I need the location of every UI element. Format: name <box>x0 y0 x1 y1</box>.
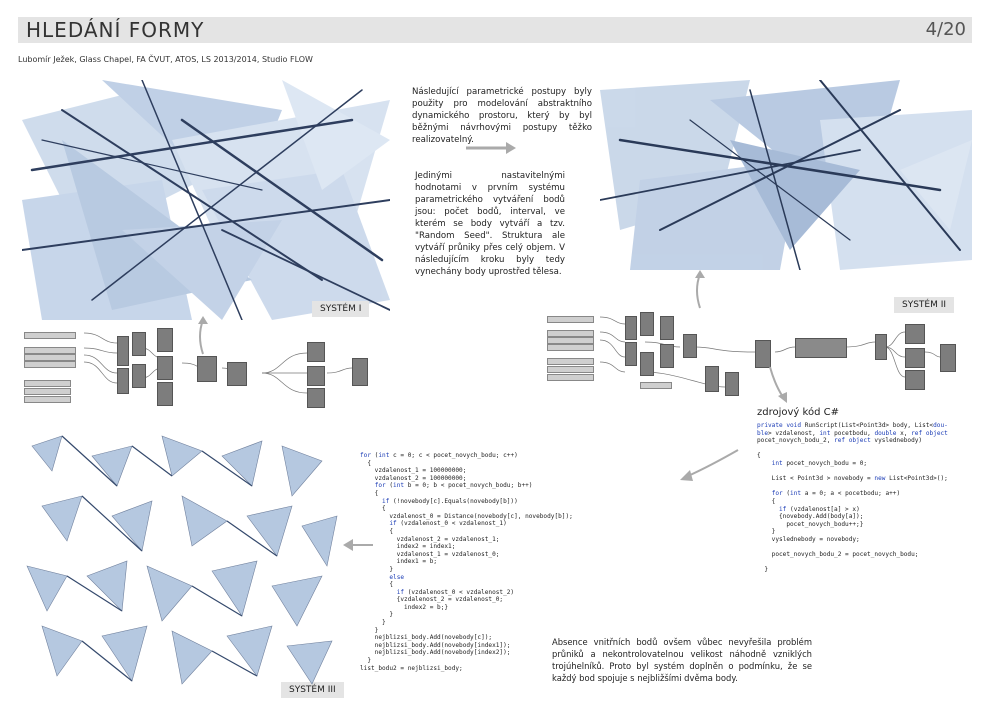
intro-paragraph: Následující parametrické postupy byly použity pro modelování abstraktního dynamického prostoru, který by byl běžnými návrhovými postupy těžko realizovatelný. <box>412 87 592 145</box>
source-code-heading: zdrojový kód C# <box>757 407 839 418</box>
up-arrow-icon <box>690 270 710 310</box>
label-system-2: SYSTÉM II <box>894 297 954 313</box>
label-system-1: SYSTÉM I <box>312 301 369 317</box>
render-system-1 <box>22 80 390 320</box>
bottom-paragraph: Absence vnitřních bodů ovšem vůbec nevyřešila problém průniků a nekontrolovatelnou velikost náhodně vzniklých trojúhelníků. Proto byl systém doplněn o podmínku, že se každý bod spojuje s nejbližšími dvěma body. <box>552 637 812 683</box>
up-arrow-icon-2 <box>193 316 213 356</box>
subtitle: Lubomír Ježek, Glass Chapel, FA ČVUT, ATOS, LS 2013/2014, Studio FLOW <box>18 55 313 64</box>
left-arrow-icon-2 <box>343 535 373 555</box>
right-arrow-icon <box>466 140 516 156</box>
down-arrow-icon <box>765 365 795 405</box>
page-title: HLEDÁNÍ FORMY <box>26 18 205 42</box>
header-bar <box>18 17 972 43</box>
left-arrow-icon <box>680 448 740 482</box>
render-system-3 <box>22 426 340 688</box>
system-1-paragraph: Jedinými nastavitelnými hodnotami v prvním systému parametrického vytváření bodů jsou: počet bodů, interval, ve kterém se body vytváří a tzv. "Random Seed". Struktura ale vytváří průniky přes celý objem. V následujícím kroku byly tedy vynechány body uprostřed tělesa. <box>415 171 565 277</box>
page-number: 4/20 <box>925 19 966 40</box>
render-system-2 <box>600 80 972 270</box>
code-block-right: private void RunScript(List<Point3d> body, List<dou- ble> vzdalenost, int pocetbodu, double x, ref object pocet_novych_bodu_2, ref object vyslednebody) { int pocet_novych_bodu = 0; List < Point3d > novebody = new List<Point3d>(); for (int a = 0; a < pocetbodu; a++) { if (vzdalenost[a] > x) {novebody.Add(body[a]); pocet_novych_bodu++;} } vyslednebody = novebody; pocet_novych_bodu_2 = pocet_novych_bodu; } <box>757 422 948 574</box>
label-system-3: SYSTÉM III <box>281 682 344 698</box>
code-block-middle: for (int c = 0; c < pocet_novych_bodu; c++) { vzdalenost_1 = 100000000; vzdalenost_2 = 100000000; for (int b = 0; b < pocet_novych_bodu; b++) { if (!novebody[c].Equals(novebody[b])) { vzdalenost_0 = Distance(novebody[c], novebody[b]); if (vzdalenost_0 < vzdalenost_1) { vzdalenost_2 = vzdalenost_1; index2 = index1; vzdalenost_1 = vzdalenost_0; index1 = b; } else { if (vzdalenost_0 < vzdalenost_2) {vzdalenost_2 = vzdalenost_0; index2 = b;} } } } nejblizsi_body.Add(novebody[c]); nejblizsi_body.Add(novebody[index1]); nejblizsi_body.Add(novebody[index2]); } list_bodu2 = nejblizsi_body; <box>360 452 573 672</box>
grasshopper-definition-2 <box>545 312 970 407</box>
